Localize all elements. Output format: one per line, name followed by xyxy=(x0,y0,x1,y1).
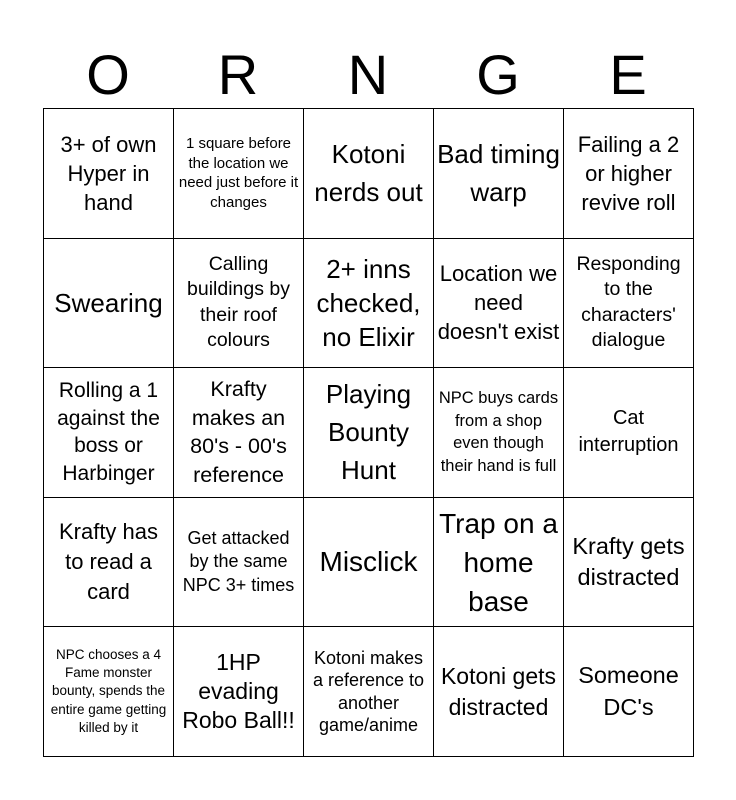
bingo-cell[interactable] xyxy=(174,498,304,628)
bingo-cell[interactable] xyxy=(434,627,564,757)
bingo-cell[interactable] xyxy=(304,109,434,239)
bingo-cell-text: Kotoni nerds out xyxy=(314,139,423,208)
bingo-cell[interactable] xyxy=(304,368,434,498)
bingo-cell[interactable] xyxy=(434,239,564,369)
bingo-cell[interactable] xyxy=(564,368,694,498)
bingo-cell[interactable] xyxy=(44,368,174,498)
bingo-cell[interactable] xyxy=(44,498,174,628)
bingo-cell-text: Rolling a 1 against the boss or Harbinger xyxy=(57,379,160,485)
bingo-cell-text: 2+ inns checked, no Elixir xyxy=(316,253,421,352)
bingo-cell-text: Kotoni gets distracted xyxy=(440,662,557,720)
bingo-cell-text: NPC buys cards from a shop even though their hand is full xyxy=(438,389,559,475)
bingo-cell[interactable] xyxy=(434,368,564,498)
bingo-cell[interactable] xyxy=(434,498,564,628)
header-letter-e: E xyxy=(609,43,647,106)
bingo-cell-text: Krafty has to read a card xyxy=(58,519,159,605)
header-letter-n: N xyxy=(347,43,389,106)
bingo-cell-text: Playing Bounty Hunt xyxy=(325,379,412,486)
bingo-header xyxy=(43,42,693,108)
bingo-cell[interactable] xyxy=(44,109,174,239)
bingo-cell-text: Get attacked by the same NPC 3+ times xyxy=(182,527,295,595)
bingo-cell-text: Calling buildings by their roof colours xyxy=(187,252,290,352)
header-letter-o: O xyxy=(86,43,130,106)
bingo-cell-text: Bad timing warp xyxy=(437,139,560,208)
bingo-cell-text: 1 square before the location we need just before it changes xyxy=(178,135,299,211)
bingo-cell-text: NPC chooses a 4 Fame monster bounty, spends the entire game getting killed by it xyxy=(50,646,167,736)
bingo-grid xyxy=(43,108,694,757)
bingo-cell-text: 1HP evading Robo Ball!! xyxy=(182,649,295,734)
bingo-cell[interactable] xyxy=(564,498,694,628)
bingo-cell-text: Failing a 2 or higher revive roll xyxy=(577,131,680,215)
bingo-cell-text: Location we need doesn't exist xyxy=(437,261,560,345)
bingo-cell[interactable] xyxy=(44,627,174,757)
bingo-cell-text: Someone DC's xyxy=(578,662,679,720)
bingo-cell-text: Cat interruption xyxy=(578,407,679,457)
bingo-cell-text: Krafty makes an 80's - 00's reference xyxy=(190,377,287,487)
bingo-cell-text: Swearing xyxy=(54,287,163,318)
bingo-cell[interactable] xyxy=(44,239,174,369)
bingo-cell[interactable] xyxy=(304,239,434,369)
bingo-cell-text: Krafty gets distracted xyxy=(572,532,685,591)
bingo-cell[interactable] xyxy=(304,627,434,757)
bingo-cell-text: Responding to the characters' dialogue xyxy=(576,252,681,352)
header-letter-g: G xyxy=(476,43,520,106)
bingo-cell[interactable] xyxy=(564,627,694,757)
header-letter-r: R xyxy=(217,43,259,106)
bingo-cell[interactable] xyxy=(434,109,564,239)
bingo-cell-text: Misclick xyxy=(319,546,418,578)
bingo-cell[interactable] xyxy=(174,368,304,498)
bingo-cell-text: Kotoni makes a reference to another game/anime xyxy=(312,647,425,736)
bingo-cell-text: Trap on a home base xyxy=(439,507,558,617)
bingo-cell[interactable] xyxy=(564,109,694,239)
bingo-cell[interactable] xyxy=(174,627,304,757)
bingo-cell[interactable] xyxy=(304,498,434,628)
bingo-cell-text: 3+ of own Hyper in hand xyxy=(60,131,157,215)
bingo-cell[interactable] xyxy=(174,109,304,239)
bingo-cell[interactable] xyxy=(564,239,694,369)
bingo-cell[interactable] xyxy=(174,239,304,369)
